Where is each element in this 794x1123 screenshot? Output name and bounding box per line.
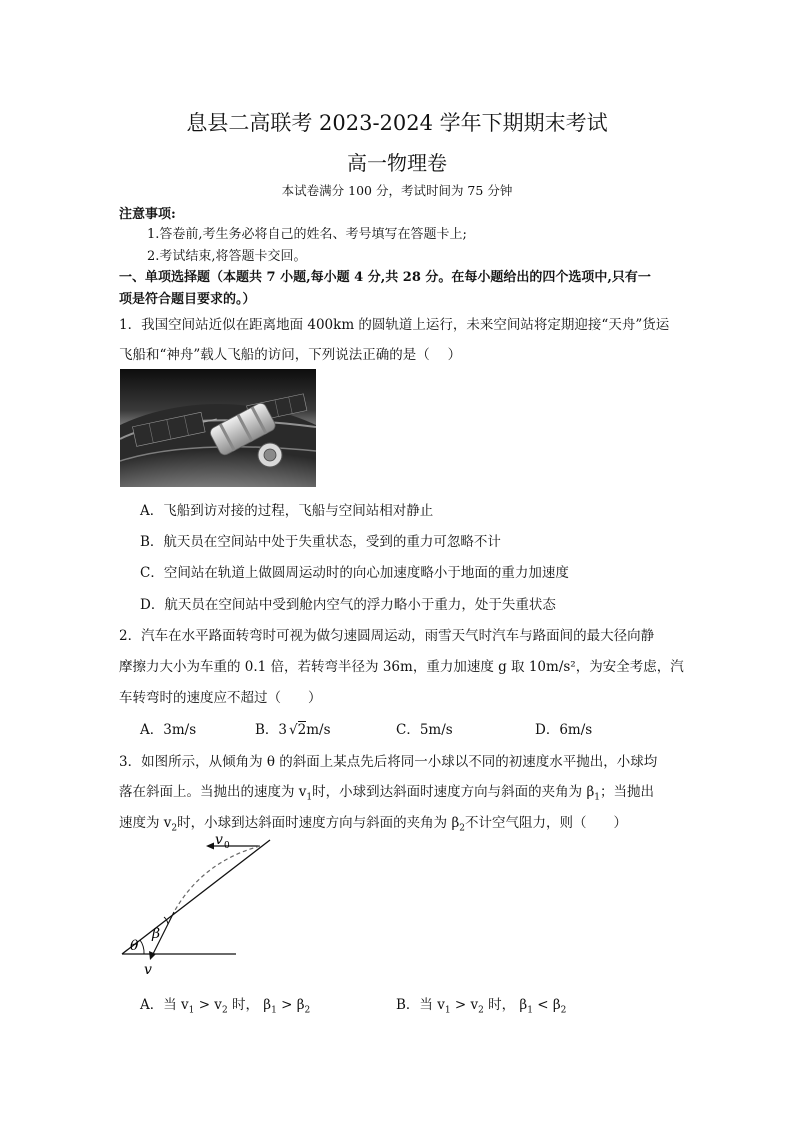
notice-item-1: 1.答卷前,考生务必将自己的姓名、考号填写在答题卡上;: [147, 227, 467, 242]
q2-stem-line2: 摩擦力大小为车重的 0.1 倍，若转弯半径为 36m，重力加速度 g 取 10m/s²，为安全考虑，汽: [119, 659, 684, 675]
theta-arc: [140, 940, 144, 954]
q2-option-b-root: 2: [297, 722, 307, 738]
q2-option-a: A．3m/s: [140, 722, 197, 738]
q3-b-sub2: 2: [478, 1005, 484, 1016]
space-station-photo: [120, 369, 316, 487]
q2-option-b-unit: m/s: [306, 722, 331, 738]
q2-option-d: D．6m/s: [535, 722, 593, 738]
q2-stem-line3: 车转弯时的速度应不超过（ ）: [119, 690, 322, 706]
v-arrowhead-icon: [149, 951, 156, 960]
q2-option-c: C．5m/s: [396, 722, 453, 738]
q1-stem-line2: 飞船和“神舟”载人飞船的访问，下列说法正确的是（ ）: [119, 347, 462, 363]
q1-option-b: B．航天员在空间站中处于失重状态，受到的重力可忽略不计: [140, 534, 501, 550]
q3-b-part2: > v: [450, 997, 479, 1013]
q3-v2-sub: 2: [171, 823, 178, 834]
q3-beta1-sub: 1: [594, 792, 600, 803]
exam-subtitle: 高一物理卷: [347, 151, 447, 175]
q3-line2-part2: 时，小球到达斜面时速度方向与斜面的夹角为 β: [312, 784, 595, 800]
v0-label: v: [215, 832, 223, 848]
q3-b-sub4: 2: [560, 1005, 567, 1016]
q3-a-sub2: 2: [221, 1005, 228, 1016]
q3-line2-part1: 落在斜面上。当抛出的速度为 v: [119, 784, 307, 800]
q3-stem-line2: [119, 780, 654, 803]
v0-subscript: 0: [224, 841, 230, 851]
q3-line3-part1: 速度为 v: [119, 815, 172, 831]
section1-heading-cont: 项是符合题目要求的。）: [119, 292, 256, 307]
q3-a-sub1: 1: [188, 1005, 195, 1016]
q3-b-sub1: 1: [444, 1005, 451, 1016]
v-label: v: [144, 962, 152, 978]
q3-b-sub3: 1: [527, 1005, 533, 1016]
q3-b-part4: < β: [532, 997, 561, 1013]
incline-line: [122, 840, 270, 954]
q1-option-c: C．空间站在轨道上做圆周运动时的向心加速度略小于地面的重力加速度: [140, 565, 569, 581]
q3-beta2-sub: 2: [459, 823, 465, 834]
q3-stem-line1: 3．如图所示，从倾角为 θ 的斜面上某点先后将同一小球以不同的初速度水平抛出，小球均: [119, 754, 658, 770]
exam-info: 本试卷满分 100 分，考试时间为 75 分钟: [281, 183, 513, 198]
q3-a-part4: > β: [276, 997, 305, 1013]
q2-option-b: [255, 718, 331, 738]
q1-option-a: A．飞船到访对接的过程，飞船与空间站相对静止: [140, 503, 434, 519]
notice-item-2: 2.考试结束,将答题卡交回。: [147, 249, 307, 264]
beta-label: β: [152, 926, 161, 942]
q3-a-part2: > v: [194, 997, 222, 1013]
q3-line3-part2: 时，小球到达斜面时速度方向与斜面的夹角为 β: [177, 815, 460, 831]
q3-line3-part3: 不计空气阻力，则（ ）: [465, 815, 627, 831]
q3-a-part1: A．当 v: [140, 997, 189, 1013]
theta-label: θ: [130, 938, 139, 954]
incline-projectile-diagram: [110, 832, 290, 980]
q3-b-part3: 时， β: [483, 997, 528, 1013]
q1-option-d: D．航天员在空间站中受到舱内空气的浮力略小于重力，处于失重状态: [140, 597, 556, 613]
q3-v1-sub: 1: [306, 792, 313, 803]
q2-option-b-prefix: B．3: [255, 722, 288, 738]
sqrt-symbol-icon: √: [289, 722, 298, 738]
q3-option-b: [396, 993, 566, 1016]
q3-stem-line3: [119, 811, 627, 834]
q3-a-sub3: 1: [271, 1005, 277, 1016]
q1-stem-line1: 1．我国空间站近似在距离地面 400km 的圆轨道上运行，未来空间站将定期迎接“天舟”货运: [119, 317, 670, 333]
exam-title: 息县二高联考 2023-2024 学年下期期末考试: [186, 111, 608, 135]
q3-line2-part3: ；当抛出: [600, 784, 654, 800]
q3-a-sub4: 2: [304, 1005, 311, 1016]
v0-arrowhead-icon: [206, 843, 214, 850]
trajectory-path: [174, 846, 260, 912]
section1-heading: 一、单项选择题（本题共 7 小题,每小题 4 分,共 28 分。在每小题给出的四个选项中,只有一: [119, 270, 651, 285]
q2-stem-line1: 2．汽车在水平路面转弯时可视为做匀速圆周运动，雨雪天气时汽车与路面间的最大径向静: [119, 628, 655, 644]
q3-b-part1: B．当 v: [396, 997, 445, 1013]
q3-a-part3: 时， β: [227, 997, 272, 1013]
q3-option-a: [140, 993, 310, 1016]
notice-heading: 注意事项:: [119, 207, 176, 222]
